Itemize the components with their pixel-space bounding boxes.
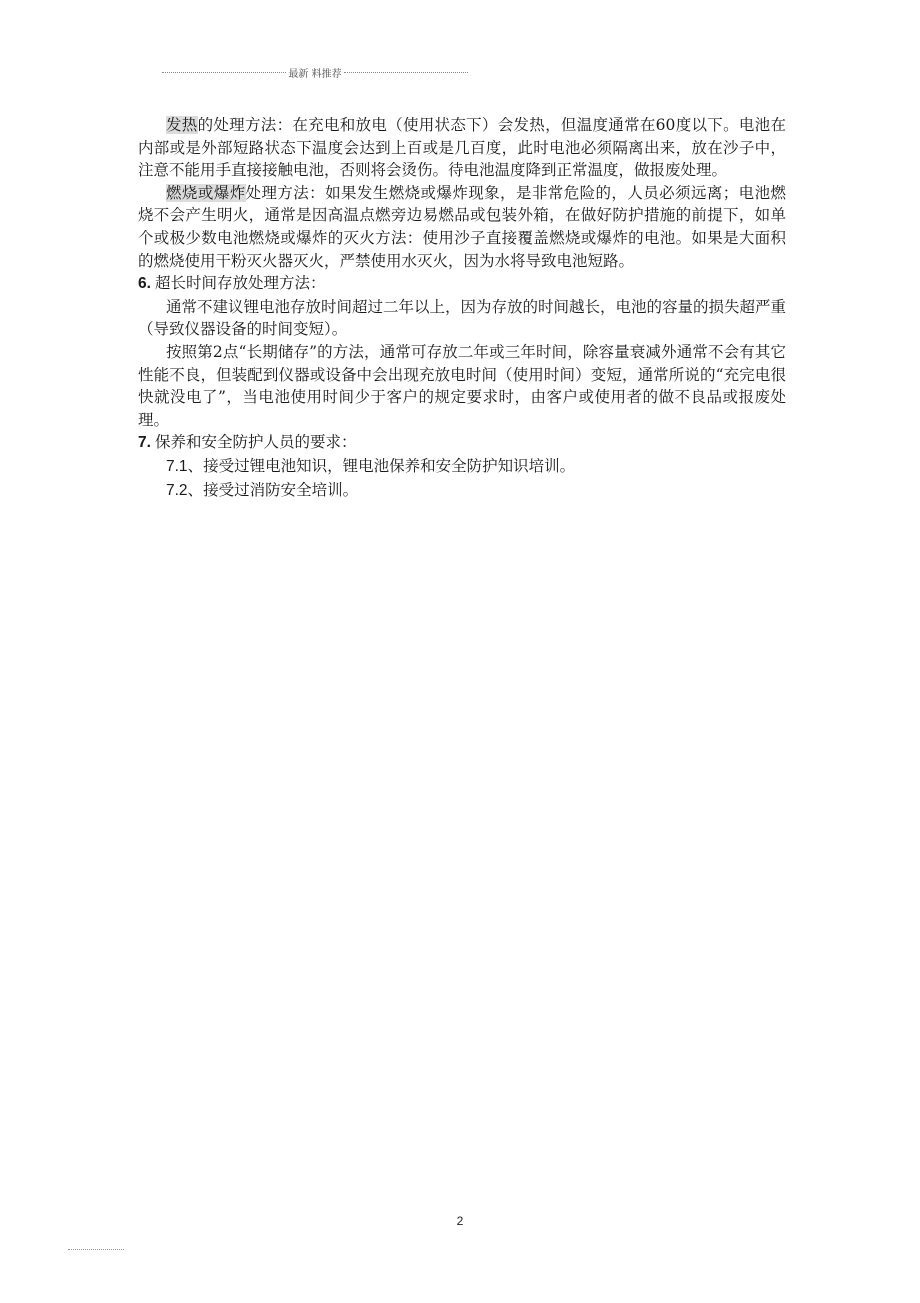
paragraph-fire <box>138 182 786 272</box>
header-dots-right <box>344 72 468 73</box>
section-7-title: 保养和安全防护人员的要求： <box>154 433 357 452</box>
section-7-1-number: 7.1、 <box>166 457 204 475</box>
page-header <box>162 66 468 78</box>
paragraph-heat <box>138 114 786 182</box>
heat-label: 发热 <box>166 116 198 134</box>
section-6-heading <box>138 272 786 296</box>
section-6-number: 6. <box>138 275 151 293</box>
page-number: 2 <box>456 1214 464 1228</box>
heat-text: 的处理方法：在充电和放电（使用状态下）会发热，但温度通常在60度以下。电池在内部或是外部短路状态下温度会达到上百或是几百度，此时电池必须隔离出来，放在沙子中，注意不能用手直接接触电池，否则将会烫伤。待电池温度降到正常温度，做报废处理。 <box>138 116 786 180</box>
section-7-1 <box>138 455 786 479</box>
footer-dots <box>68 1249 124 1250</box>
document-body <box>138 114 786 502</box>
section-6-title: 超长时间存放处理方法： <box>154 274 326 293</box>
section-6-paragraph-1: 通常不建议锂电池存放时间超过二年以上，因为存放的时间越长，电池的容量的损失超严重（导致仪器设备的时间变短）。 <box>138 297 787 339</box>
section-7-2-number: 7.2、 <box>166 481 204 499</box>
section-6-paragraph-2: 按照第2点“长期储存”的方法，通常可存放二年或三年时间，除容量衰减外通常不会有其它性能不良，但装配到仪器或设备中会出现充放电时间（使用时间）变短，通常所说的“充完电很快就没电了”，当电池使用时间少于客户的规定要求时，由客户或使用者的做不良品或报废处理。 <box>138 342 786 429</box>
section-7-1-text: 接受过锂电池知识，锂电池保养和安全防护知识培训。 <box>203 456 576 475</box>
header-text: 最新 料推荐 <box>288 68 342 80</box>
header-dots-left <box>162 72 286 73</box>
section-7-2 <box>138 479 786 503</box>
section-7-2-text: 接受过消防安全培训。 <box>203 480 359 499</box>
section-7-heading <box>138 431 786 455</box>
fire-label: 燃烧或爆炸 <box>166 183 246 202</box>
section-7-number: 7. <box>138 434 151 452</box>
fire-text: 处理方法：如果发生燃烧或爆炸现象，是非常危险的，人员必须远离；电池燃烧不会产生明火，通常是因高温点燃旁边易燃品或包装外箱，在做好防护措施的前提下，如单个或极少数电池燃烧或爆炸的灭火方法：使用沙子直接覆盖燃烧或爆炸的电池。如果是大面积的燃烧使用干粉灭火器灭火，严禁使用水灭火，因为水将导致电池短路。 <box>138 183 786 270</box>
